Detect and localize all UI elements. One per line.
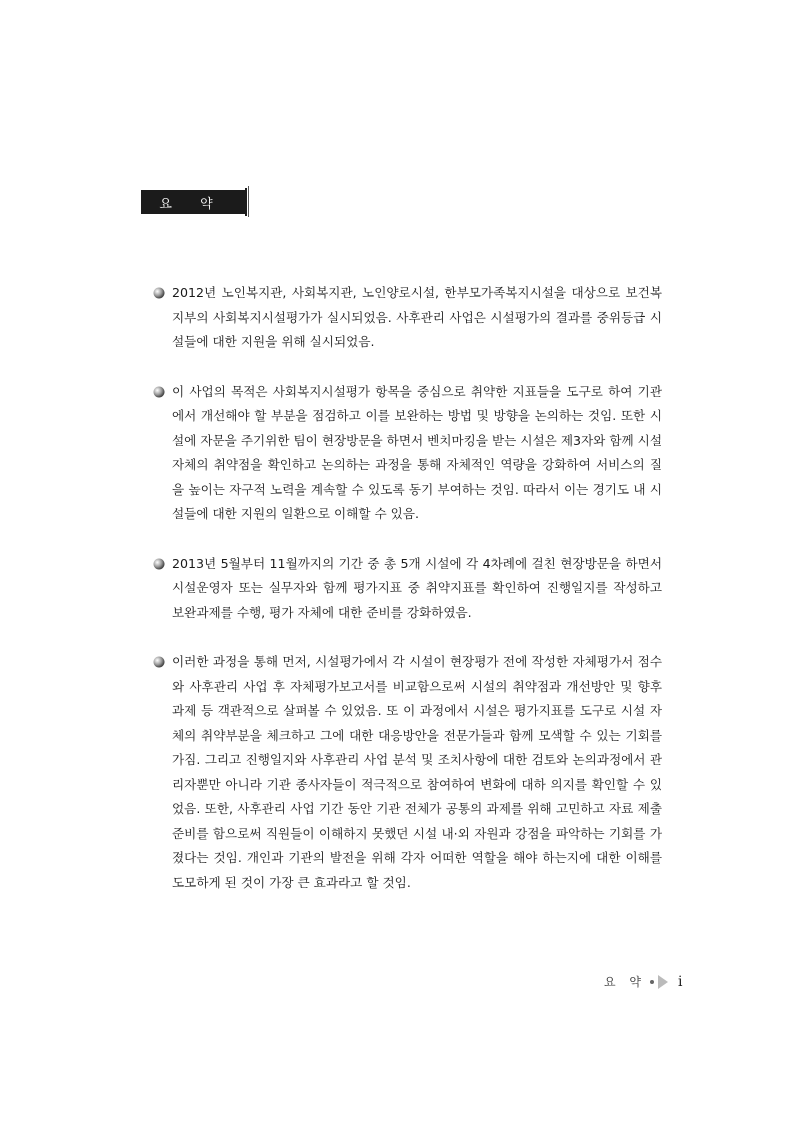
- sphere-bullet-icon: [152, 385, 166, 399]
- paragraph-text: 이러한 과정을 통해 먼저, 시설평가에서 각 시설이 현장평가 전에 작성한 자체평가서 점수와 사후관리 사업 후 자체평가보고서를 비교함으로써 시설의 취약점과 개선방안 및 향후 과제 등 객관적으로 살펴볼 수 있었음. 또 이 과정에서 시설은 평가지표를 도구로 시설 자체의 취약부분을 체크하고 그에 대한 대응방안을 전문가들과 함께 모색할 수 있는 기회를 가짐. 그리고 진행일지와 사후관리 사업 분석 및 조치사항에 대한 검토와 논의과정에서 관리자뿐만 아니라 기관 종사자들이 적극적으로 참여하여 변화에 대하 의지를 확인할 수 있었음. 또한, 사후관리 사업 기간 동안 기관 전체가 공통의 과제를 위해 고민하고 자료 제출 준비를 함으로써 직원들이 이해하지 못했던 시설 내·외 자원과 강점을 파악하는 기회를 가졌다는 것임. 개인과 기관의 발전을 위해 각자 어떠한 역할을 해야 하는지에 대한 이해를 도모하게 된 것이 가장 큰 효과라고 할 것임.: [172, 654, 662, 890]
- title-accent-bar: [245, 188, 247, 216]
- paragraph-text: 2013년 5월부터 11월까지의 기간 중 총 5개 시설에 각 4차례에 걸친 현장방문을 하면서 시설운영자 또는 실무자와 함께 평가지표 중 취약지표를 확인하여 진행일지를 작성하고 보완과제를 수행, 평가 자체에 대한 준비를 강화하였음.: [172, 555, 662, 620]
- title-accent-line: [248, 186, 249, 217]
- sphere-bullet-icon: [152, 286, 166, 300]
- section-title-banner: [141, 190, 245, 214]
- paragraph-text: 이 사업의 목적은 사회복지시설평가 항목을 중심으로 취약한 지표들을 도구로 하여 기관에서 개선해야 할 부분을 점검하고 이를 보완하는 방법 및 방향을 논의하는 것임. 또한 시설에 자문을 주기위한 팀이 현장방문을 하면서 벤치마킹을 받는 시설은 제3자와 함께 시설자체의 취약점을 확인하고 논의하는 과정을 통해 자체적인 역량을 강화하여 서비스의 질을 높이는 자구적 노력을 계속할 수 있도록 동기 부여하는 것임. 따라서 이는 경기도 내 시설들에 대한 지원의 일환으로 이해할 수 있음.: [172, 383, 663, 521]
- summary-content: [152, 281, 662, 920]
- summary-paragraph: [152, 380, 662, 527]
- footer-dot-icon: [650, 980, 654, 984]
- summary-paragraph: [152, 650, 662, 895]
- footer-arrow-icon: [658, 975, 668, 989]
- sphere-bullet-icon: [152, 655, 166, 669]
- section-title: 요 약: [159, 196, 225, 212]
- paragraph-text: 2012년 노인복지관, 사회복지관, 노인양로시설, 한부모가족복지시설을 대상으로 보건복지부의 사회복지시설평가가 실시되었음. 사후관리 사업은 시설평가의 결과를 중위등급 시설들에 대한 지원을 위해 실시되었음.: [172, 285, 662, 349]
- summary-paragraph: [152, 281, 662, 355]
- sphere-bullet-icon: [152, 557, 166, 571]
- footer-section-label: 요 약: [604, 975, 646, 989]
- page-number: i: [678, 973, 683, 990]
- summary-paragraph: [152, 552, 662, 626]
- page-footer: [604, 973, 682, 990]
